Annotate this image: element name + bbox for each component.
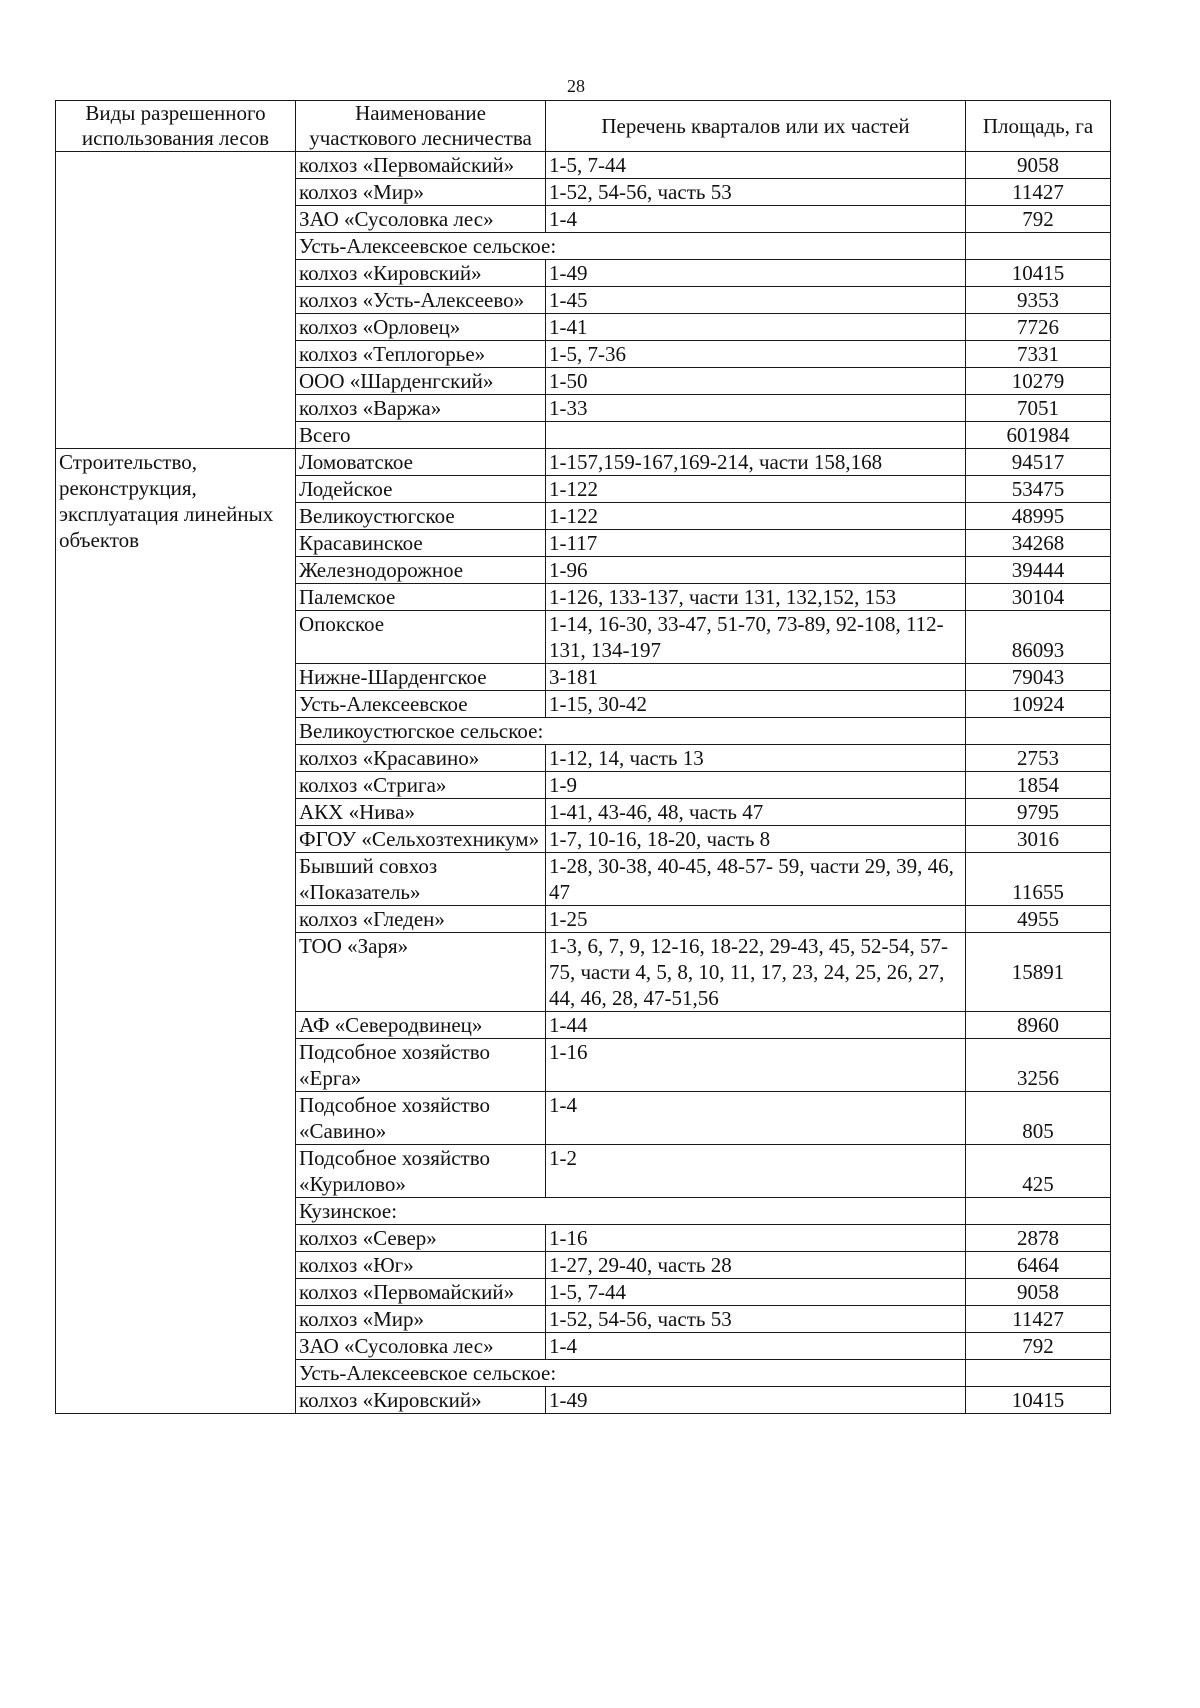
quarters-cell: 1-122: [546, 476, 966, 503]
quarters-cell: 1-5, 7-36: [546, 341, 966, 368]
quarters-cell: [546, 422, 966, 449]
quarters-cell: 1-49: [546, 260, 966, 287]
forestry-name-cell: колхоз «Красавино»: [296, 745, 546, 772]
area-cell: 39444: [966, 557, 1111, 584]
area-cell: 425: [966, 1145, 1111, 1198]
quarters-cell: 1-9: [546, 772, 966, 799]
forestry-name-cell: колхоз «Север»: [296, 1225, 546, 1252]
table-header-row: [56, 101, 1111, 152]
area-cell: [966, 718, 1111, 745]
table-row: [56, 152, 1111, 179]
forestry-name-cell: Опокское: [296, 611, 546, 664]
page-number: 28: [567, 76, 585, 96]
table-row: [56, 449, 1111, 476]
quarters-cell: 1-14, 16-30, 33-47, 51-70, 73-89, 92-108, 112-131, 134-197: [546, 611, 966, 664]
quarters-cell: 1-2: [546, 1145, 966, 1198]
quarters-cell: 1-16: [546, 1225, 966, 1252]
forestry-name-cell: колхоз «Юг»: [296, 1252, 546, 1279]
forestry-name-cell: колхоз «Кировский»: [296, 1387, 546, 1414]
forestry-name-cell: ТОО «Заря»: [296, 933, 546, 1012]
quarters-cell: 1-49: [546, 1387, 966, 1414]
forestry-name-cell: Подсобное хозяйство «Курилово»: [296, 1145, 546, 1198]
forestry-name-cell: Великоустюгское: [296, 503, 546, 530]
quarters-cell: 1-5, 7-44: [546, 152, 966, 179]
forestry-name-cell: Ломоватское: [296, 449, 546, 476]
area-cell: 8960: [966, 1012, 1111, 1039]
quarters-cell: 1-122: [546, 503, 966, 530]
quarters-cell: 1-15, 30-42: [546, 691, 966, 718]
forestry-name-cell: Железнодорожное: [296, 557, 546, 584]
quarters-cell: 1-7, 10-16, 18-20, часть 8: [546, 826, 966, 853]
area-cell: 10415: [966, 260, 1111, 287]
forestry-section-heading: Усть-Алексеевское сельское:: [296, 1360, 966, 1387]
forestry-name-cell: колхоз «Варжа»: [296, 395, 546, 422]
forestry-name-cell: колхоз «Кировский»: [296, 260, 546, 287]
forestry-name-cell: колхоз «Первомайский»: [296, 1279, 546, 1306]
area-cell: 805: [966, 1092, 1111, 1145]
quarters-cell: 1-41, 43-46, 48, часть 47: [546, 799, 966, 826]
area-cell: [966, 1198, 1111, 1225]
area-cell: 10415: [966, 1387, 1111, 1414]
area-cell: 6464: [966, 1252, 1111, 1279]
forestry-name-cell: колхоз «Стрига»: [296, 772, 546, 799]
forestry-name-cell: Лодейское: [296, 476, 546, 503]
quarters-cell: 1-33: [546, 395, 966, 422]
forestry-name-cell: колхоз «Усть-Алексеево»: [296, 287, 546, 314]
quarters-cell: 1-96: [546, 557, 966, 584]
area-cell: 10924: [966, 691, 1111, 718]
header-area: Площадь, га: [966, 101, 1111, 152]
forestry-name-cell: ООО «Шарденгский»: [296, 368, 546, 395]
forestry-name-cell: ЗАО «Сусоловка лес»: [296, 1333, 546, 1360]
forest-use-table: [55, 100, 1111, 1414]
area-cell: 4955: [966, 906, 1111, 933]
area-cell: 94517: [966, 449, 1111, 476]
quarters-cell: 1-52, 54-56, часть 53: [546, 1306, 966, 1333]
quarters-cell: 1-4: [546, 1092, 966, 1145]
area-cell: 11427: [966, 1306, 1111, 1333]
forestry-name-cell: ЗАО «Сусоловка лес»: [296, 206, 546, 233]
forestry-section-heading: Усть-Алексеевское сельское:: [296, 233, 966, 260]
use-type-cell: Строительство, реконструкция, эксплуатация линейных объектов: [56, 449, 296, 1414]
forestry-name-cell: Подсобное хозяйство «Ерга»: [296, 1039, 546, 1092]
forestry-name-cell: Бывший совхоз «Показатель»: [296, 853, 546, 906]
forestry-name-cell: Всего: [296, 422, 546, 449]
area-cell: 10279: [966, 368, 1111, 395]
forestry-name-cell: колхоз «Теплогорье»: [296, 341, 546, 368]
quarters-cell: 1-157,159-167,169-214, части 158,168: [546, 449, 966, 476]
area-cell: [966, 1360, 1111, 1387]
forestry-name-cell: Усть-Алексеевское: [296, 691, 546, 718]
area-cell: 53475: [966, 476, 1111, 503]
table-body: [56, 152, 1111, 1414]
area-cell: 86093: [966, 611, 1111, 664]
quarters-cell: 1-41: [546, 314, 966, 341]
forestry-name-cell: колхоз «Гледен»: [296, 906, 546, 933]
quarters-cell: 1-44: [546, 1012, 966, 1039]
area-cell: 792: [966, 206, 1111, 233]
area-cell: 34268: [966, 530, 1111, 557]
area-cell: 11655: [966, 853, 1111, 906]
area-cell: 1854: [966, 772, 1111, 799]
quarters-cell: 1-16: [546, 1039, 966, 1092]
area-cell: 48995: [966, 503, 1111, 530]
area-cell: 9795: [966, 799, 1111, 826]
area-cell: 7331: [966, 341, 1111, 368]
forestry-name-cell: АФ «Северодвинец»: [296, 1012, 546, 1039]
forestry-name-cell: Подсобное хозяйство «Савино»: [296, 1092, 546, 1145]
area-cell: 7726: [966, 314, 1111, 341]
area-cell: 2753: [966, 745, 1111, 772]
forestry-name-cell: колхоз «Мир»: [296, 179, 546, 206]
forestry-section-heading: Кузинское:: [296, 1198, 966, 1225]
quarters-cell: 1-117: [546, 530, 966, 557]
quarters-cell: 1-4: [546, 1333, 966, 1360]
header-forestry: Наименование участкового лесничества: [296, 101, 546, 152]
quarters-cell: 1-28, 30-38, 40-45, 48-57- 59, части 29, 39, 46, 47: [546, 853, 966, 906]
forestry-name-cell: АКХ «Нива»: [296, 799, 546, 826]
area-cell: [966, 233, 1111, 260]
forestry-name-cell: колхоз «Орловец»: [296, 314, 546, 341]
quarters-cell: 1-12, 14, часть 13: [546, 745, 966, 772]
quarters-cell: 1-50: [546, 368, 966, 395]
forestry-section-heading: Великоустюгское сельское:: [296, 718, 966, 745]
area-cell: 9058: [966, 1279, 1111, 1306]
forestry-name-cell: ФГОУ «Сельхозтехникум»: [296, 826, 546, 853]
area-cell: 3256: [966, 1039, 1111, 1092]
area-cell: 3016: [966, 826, 1111, 853]
area-cell: 601984: [966, 422, 1111, 449]
quarters-cell: 1-52, 54-56, часть 53: [546, 179, 966, 206]
quarters-cell: 1-3, 6, 7, 9, 12-16, 18-22, 29-43, 45, 52-54, 57-75, части 4, 5, 8, 10, 11, 17, 23, 24, 25, 26, 27, 44, 46, 28, 47-51,56: [546, 933, 966, 1012]
area-cell: 9353: [966, 287, 1111, 314]
use-type-cell: [56, 152, 296, 449]
forestry-name-cell: Красавинское: [296, 530, 546, 557]
area-cell: 2878: [966, 1225, 1111, 1252]
header-quarters: Перечень кварталов или их частей: [546, 101, 966, 152]
area-cell: 11427: [966, 179, 1111, 206]
quarters-cell: 1-27, 29-40, часть 28: [546, 1252, 966, 1279]
forestry-name-cell: колхоз «Первомайский»: [296, 152, 546, 179]
quarters-cell: 1-25: [546, 906, 966, 933]
quarters-cell: 1-4: [546, 206, 966, 233]
area-cell: 792: [966, 1333, 1111, 1360]
quarters-cell: 3-181: [546, 664, 966, 691]
quarters-cell: 1-126, 133-137, части 131, 132,152, 153: [546, 584, 966, 611]
area-cell: 30104: [966, 584, 1111, 611]
area-cell: 7051: [966, 395, 1111, 422]
area-cell: 79043: [966, 664, 1111, 691]
forestry-name-cell: Палемское: [296, 584, 546, 611]
forestry-name-cell: Нижне-Шарденгское: [296, 664, 546, 691]
header-use: Виды разрешенного использования лесов: [56, 101, 296, 152]
area-cell: 15891: [966, 933, 1111, 1012]
quarters-cell: 1-5, 7-44: [546, 1279, 966, 1306]
forestry-name-cell: колхоз «Мир»: [296, 1306, 546, 1333]
area-cell: 9058: [966, 152, 1111, 179]
quarters-cell: 1-45: [546, 287, 966, 314]
